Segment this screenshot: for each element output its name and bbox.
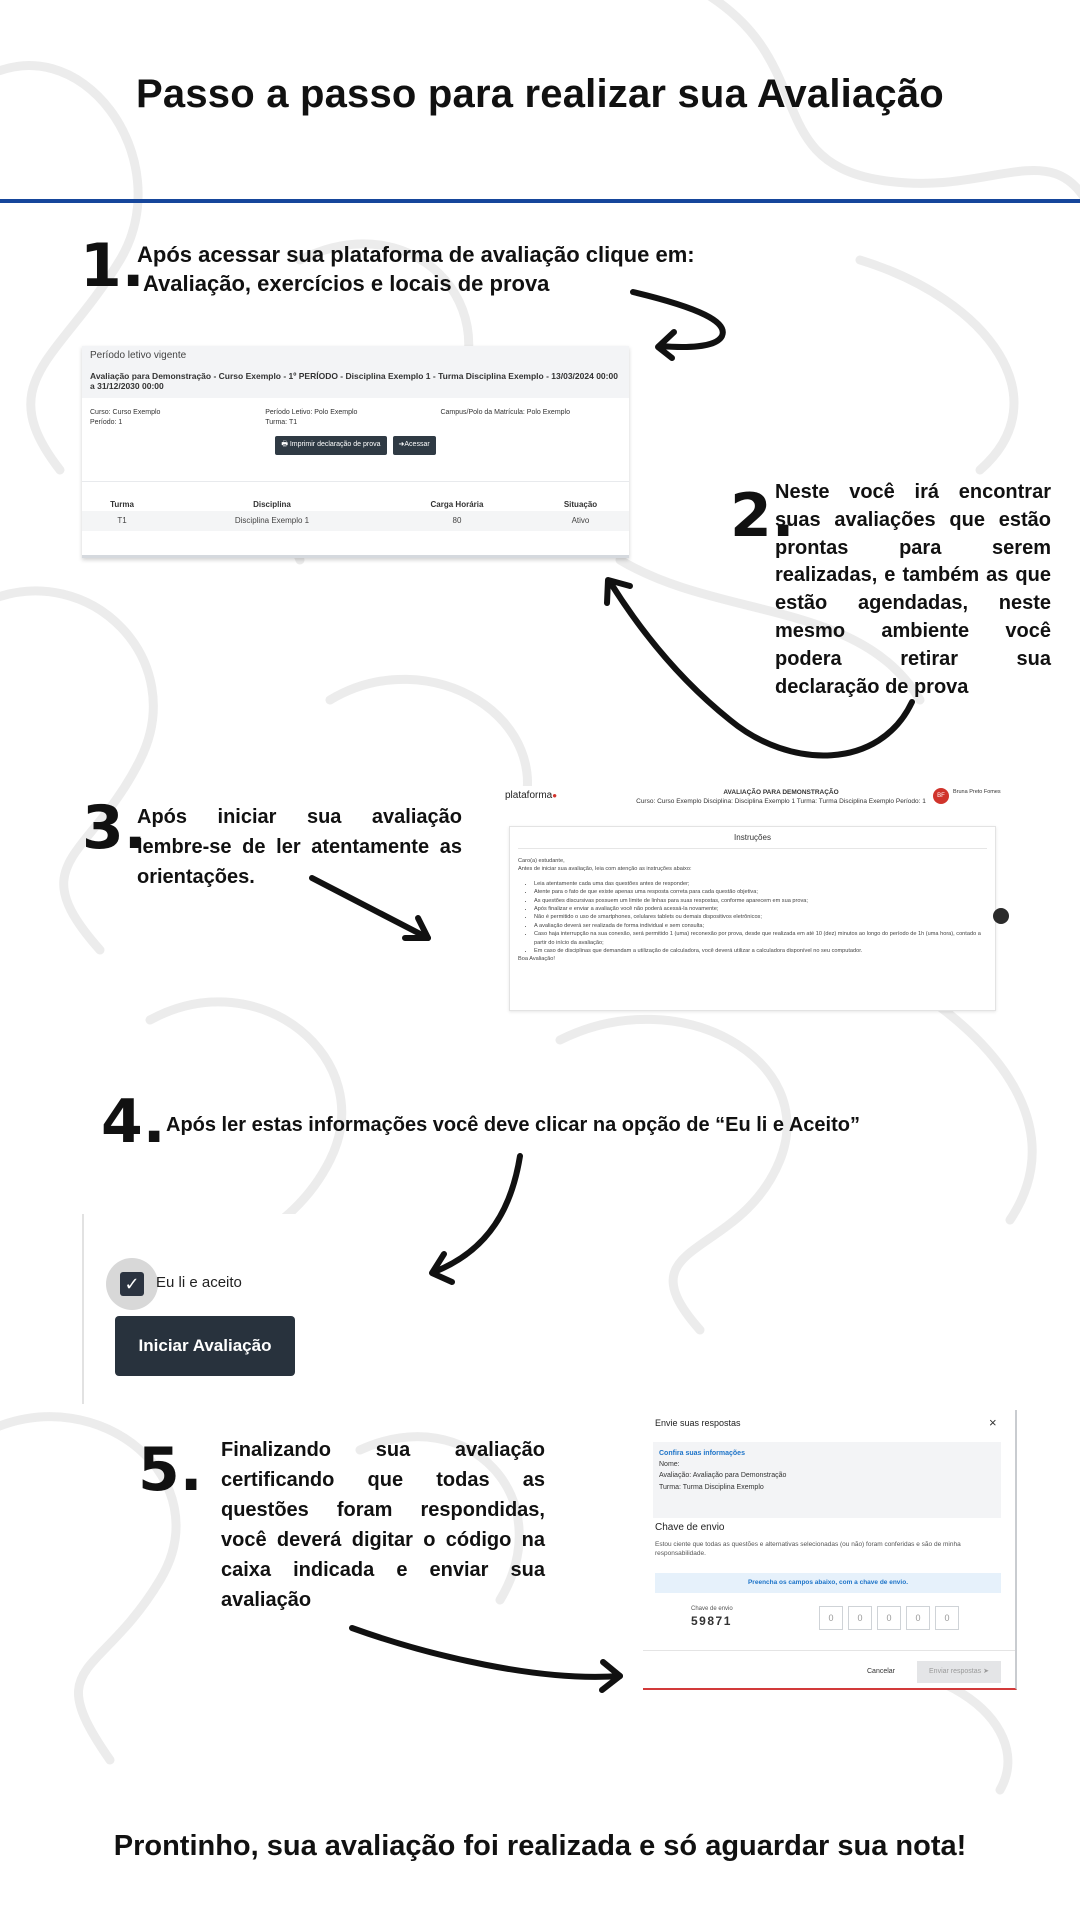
column-header: Turma (110, 499, 134, 509)
confirm-info-link[interactable]: Confira suas informações (659, 1450, 745, 1457)
list-item: • A avaliação deverá ser realizada de forma individual e sem consulta; (534, 922, 987, 930)
cancel-button[interactable]: Cancelar (867, 1668, 896, 1675)
exam-details (82, 398, 629, 428)
column-header: Situação (563, 499, 598, 509)
key-hint: Preencha os campos abaixo, com a chave de envio. (655, 1573, 1001, 1593)
key-digit-input[interactable]: 0 (906, 1606, 930, 1630)
send-answers-button[interactable]: Enviar respostas ➤ (917, 1661, 1001, 1683)
step-1-text (137, 240, 777, 298)
closing-message: Prontinho, sua avaliação foi realizada e só aguardar sua nota! (113, 1830, 967, 1862)
detail-periodo: Período: 1 (90, 418, 123, 426)
list-item: • Após finalizar e enviar a avaliação você não poderá acessá-la novamente; (534, 905, 987, 913)
screenshot-instructions (501, 786, 1008, 1011)
screenshot-exam-list (82, 346, 629, 558)
step-1-line2: Avaliação, exercícios e locais de prova (143, 271, 550, 297)
submit-dialog-title: Envie suas respostas (655, 1418, 741, 1428)
access-button[interactable]: ➜Acessar (393, 436, 436, 455)
table-header (82, 500, 629, 509)
table-cell: 80 (452, 516, 462, 526)
detail-periodo-letivo: Período Letivo: Polo Exemplo (265, 409, 358, 416)
step-1-number: 1. (80, 231, 145, 301)
key-digit-input[interactable]: 0 (819, 1606, 843, 1630)
start-exam-button[interactable]: Iniciar Avaliação (115, 1316, 295, 1376)
accessibility-icon[interactable] (993, 908, 1009, 924)
accept-checkbox-label: Eu li e aceito (156, 1274, 242, 1291)
info-avaliacao: Avaliação: Avaliação para Demonstração (659, 1472, 787, 1480)
platform-logo: plataforma● (505, 790, 558, 801)
exam-actions (82, 436, 629, 455)
submit-info (653, 1442, 1001, 1518)
instructions-title: Instruções (518, 833, 987, 849)
list-item: • Caso haja interrupção na sua conexão, será permitido 1 (uma) reconexão por prova, desde que realizada em até 10 (dez) minutos ao longo do período de 1h (uma hora), contado a partir do início da avaliação; (534, 930, 987, 947)
key-label: Chave de envio (691, 1606, 733, 1612)
table-row[interactable] (82, 511, 629, 531)
exam-list-header (82, 346, 629, 398)
exam-header-sub: Curso: Curso Exemplo Disciplina: Disciplina Exemplo 1 Turma: Turma Disciplina Exemplo Período: 1 (636, 798, 926, 806)
key-digit-input[interactable]: 0 (935, 1606, 959, 1630)
list-item: • Leia atentamente cada uma das questões antes de responder; (534, 880, 987, 888)
instructions-closing: Boa Avaliação! (518, 956, 555, 963)
exam-title: Avaliação para Demonstração - Curso Exemplo - 1º PERÍODO - Disciplina Exemplo 1 - Turma Disciplina Exemplo - 13/03/2024 00:00 a 31/12/2030 00:00 (90, 371, 618, 392)
table-cell: Disciplina Exemplo 1 (234, 516, 310, 526)
exam-header (631, 788, 931, 806)
key-value: 59871 (691, 1614, 732, 1628)
screenshot-submit (643, 1410, 1017, 1690)
avatar[interactable]: BF (933, 788, 949, 804)
key-digit-input[interactable]: 0 (877, 1606, 901, 1630)
instructions-box (509, 826, 996, 1011)
step-2-number: 2. (730, 481, 795, 551)
detail-campus: Campus/Polo da Matrícula: Polo Exemplo (440, 409, 570, 416)
detail-curso: Curso: Curso Exemplo (90, 409, 161, 416)
key-section-desc: Estou ciente que todas as questões e alternativas selecionadas (ou não) foram conferidas e são de minha responsabilidade. (655, 1541, 961, 1558)
step-2-text: Neste você irá encontrar suas avaliações que estão prontas para serem realizadas, e também as que estão agendadas, neste mesmo ambiente você podera retirar sua declaração de prova (775, 481, 1051, 698)
instructions-body (518, 857, 987, 964)
instructions-greeting: Caro(a) estudante, (518, 858, 565, 864)
step-5-text: Finalizando sua avaliação certificando que todas as questões foram respondidas, você deverá digitar o código na caixa indicada e enviar sua avaliação (221, 1439, 545, 1611)
user-name: Bruna Preto Fomes (953, 789, 1001, 795)
detail-turma: Turma: T1 (265, 418, 298, 426)
key-section-title: Chave de envio (655, 1522, 725, 1533)
step-3-number: 3. (82, 793, 147, 863)
title-divider (0, 199, 1080, 203)
key-input-group (819, 1606, 959, 1630)
list-item: • As questões discursivas possuem um limite de linhas para suas respostas, conforme aparecem em sua prova; (534, 897, 987, 905)
dialog-footer-divider (643, 1650, 1015, 1651)
list-item: • Atente para o fato de que existe apenas uma resposta correta para cada questão objetiva; (534, 888, 987, 896)
step-4-number: 4. (101, 1087, 166, 1157)
exam-header-title: AVALIAÇÃO PARA DEMONSTRAÇÃO (723, 789, 839, 796)
step-4-text: Após ler estas informações você deve clicar na opção de “Eu li e Aceito” (166, 1114, 860, 1136)
info-turma: Turma: Turma Disciplina Exemplo (659, 1483, 764, 1491)
exam-divider (82, 481, 629, 482)
page-title: Passo a passo para realizar sua Avaliação (136, 72, 944, 116)
screenshot-accept (82, 1214, 417, 1404)
print-declaration-button[interactable]: 🖶 Imprimir declaração de prova (275, 436, 386, 455)
key-digit-input[interactable]: 0 (848, 1606, 872, 1630)
list-item: • Em caso de disciplinas que demandam a utilização de calculadora, você deverá utilizar a calculadora disponível no seu computador. (534, 947, 987, 955)
column-header: Disciplina (253, 499, 291, 509)
step-5-number: 5. (138, 1435, 203, 1505)
instructions-intro: Antes de iniciar sua avaliação, leia com atenção as instruções abaixo: (518, 866, 692, 873)
table-cell: Ativo (571, 516, 590, 526)
accept-checkbox[interactable]: ✓ (120, 1272, 144, 1296)
table-cell: T1 (117, 516, 127, 526)
info-nome: Nome: (659, 1461, 680, 1469)
step-3-text: Após iniciar sua avaliação lembre-se de ler atentamente as orientações. (137, 806, 462, 888)
column-header: Carga Horária (430, 499, 484, 509)
period-label: Período letivo vigente (90, 350, 187, 361)
close-icon[interactable]: × (989, 1415, 997, 1430)
step-1-line1: Após acessar sua plataforma de avaliação clique em: (137, 242, 695, 267)
list-item: • Não é permitido o uso de smartphones, celulares tablets ou demais dispositivos eletrônicos; (534, 913, 987, 921)
